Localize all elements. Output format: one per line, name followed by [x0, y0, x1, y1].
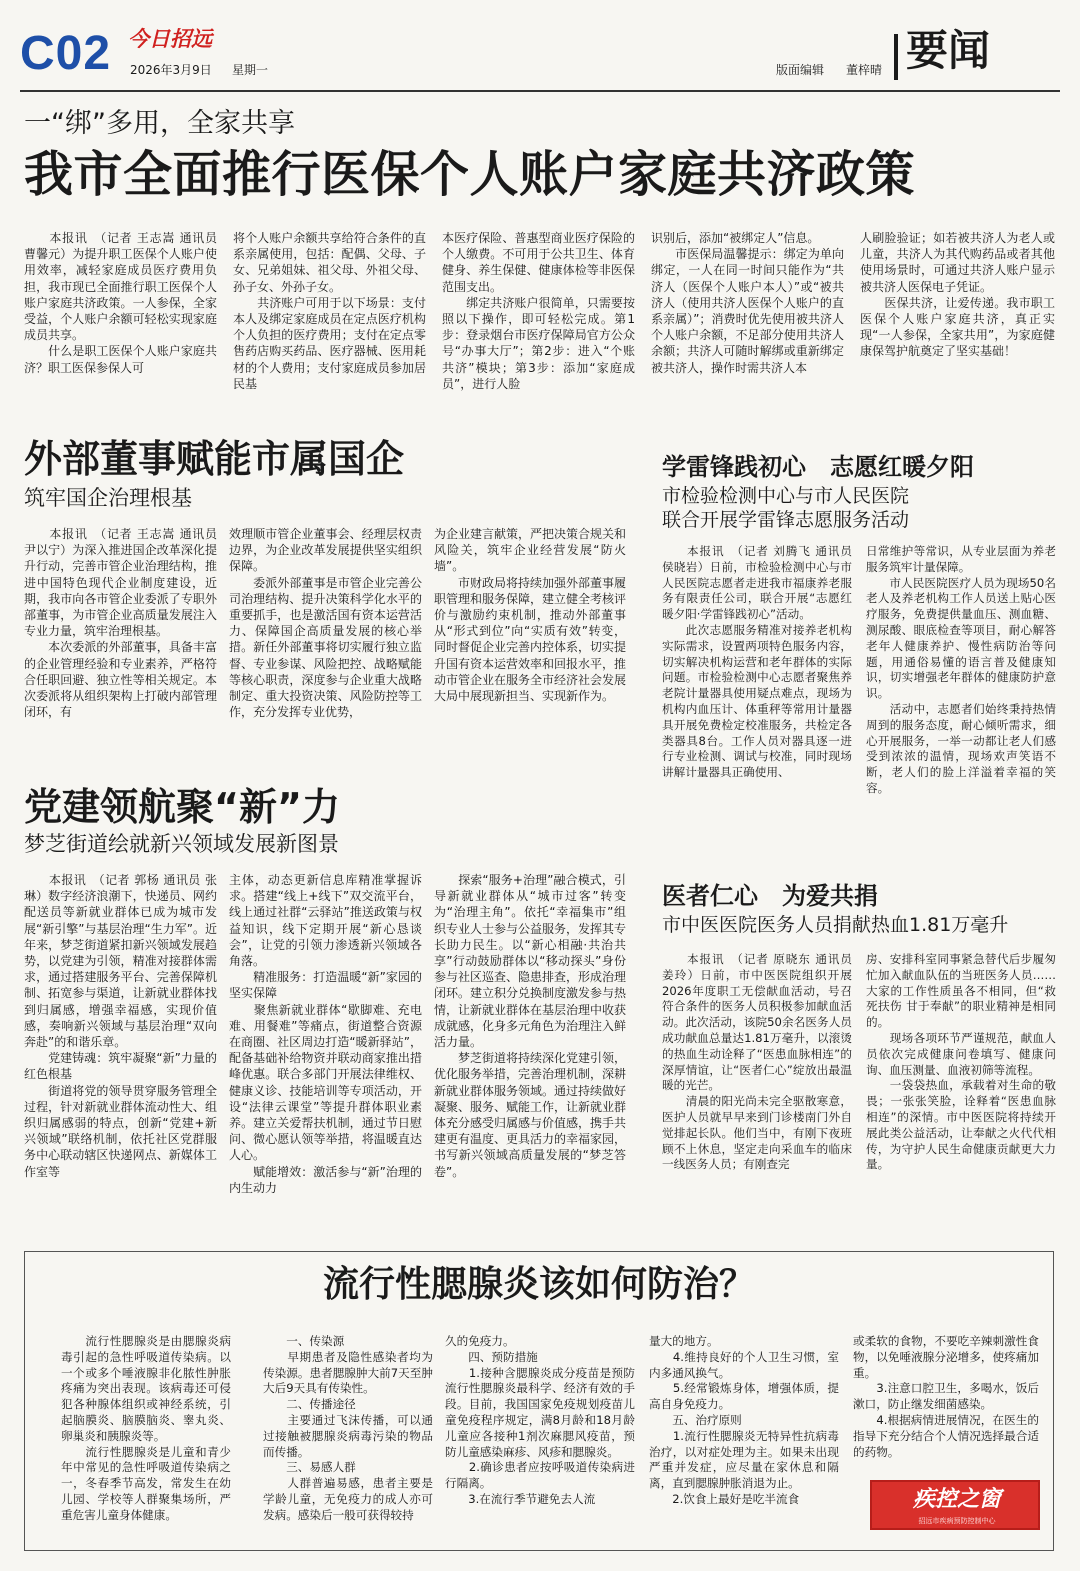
section-name: 要闻 — [906, 26, 991, 75]
lead-column-2: 将个人账户余额共享给符合条件的直系亲属使用，包括：配偶、父母、子女、兄弟姐妹、祖父母、外祖父母、孙子女、外孙子女。 共济账户可用于以下场景：支付本人及绑定家庭成员在定点医疗机构个人负担的医疗费用；支付在定点零售药店购买药品、医疗器械、医用耗材的个人费用；支付家庭成员参加居民基 — [233, 231, 426, 391]
issue-date: 2026年3月9日 — [130, 63, 212, 77]
party-column-1: 本报讯 （记者 郭杨 通讯员 张琳）数字经济浪潮下，快递员、网约配送员等新就业群体已成为城市发展“新引擎”与基层治理“生力军”。近年来，梦芝街道紧扣新兴领域发展趋势，以党建为引领，精准对接群体需求，通过搭建服务平台、完善保障机制、拓宽参与渠道，让新就业群体找到归属感，增强幸福感，实现价值感，奏响新兴领域与基层治理“双向奔赴”的和谐乐章。 党建铸魂：筑牢凝聚“新”力量的红色根基 街道将党的领导贯穿服务管理全过程，针对新就业群体流动性大、组织归属感弱的特点，创新“党建+新兴领域”联络机制，依托社区党群服务中心联动辖区快递网点、新媒体工作室等 — [24, 873, 217, 1179]
party-column-3: 探索“服务+治理”融合模式，引导新就业群体从“城市过客”转变为“治理主角”。依托“幸福集市”组织专业人士参与公益服务，发挥其专长助力民生。以“新心相融·共治共享”行动鼓励群体以“移动探头”身份参与社区巡查、隐患排查，形成治理闭环。建立积分兑换制度激发参与热情，让新就业群体在基层治理中收获成就感，化身多元角色为治理注入鲜活力量。 梦芝街道将持续深化党建引领，优化服务举措，完善治理机制，深耕新就业群体服务领域。通过持续做好凝聚、服务、赋能工作，让新就业群体充分感受归属感与价值感，携手共建更有温度、更具活力的幸福家园，书写新兴领域高质量发展的“梦芝答卷”。 — [434, 873, 627, 1179]
directors-column-2: 效理顺市管企业董事会、经理层权责边界，为企业改革发展提供坚实组织保障。 委派外部董事是市管企业完善公司治理结构、提升决策科学化水平的重要抓手，也是激活国有资本运营活力、保障国企高质量发展的核心举措。新任外部董事将切实履行独立监督、专业参谋、风险把控、战略赋能等核心职责，深度参与企业重大战略制定、重大投资决策、风险防控等工作，充分发挥专业优势， — [229, 527, 422, 720]
directors-column-1: 本报讯 （记者 王志嵩 通讯员 尹以宁）为深入推进国企改革深化提升行动，完善市管企业治理结构，推进中国特色现代企业制度建设，近期，我市向各市管企业委派了专职外部董事，为市管企业高质量发展注入专业力量，筑牢治理根基。 本次委派的外部董事，具备丰富的企业管理经验和专业素养，严格符合任职回避、独立性等相关规定。本次委派将从组织架构上打破内部管理闭环，有 — [24, 527, 217, 720]
health-column-3: 久的免疫力。 四、预防措施 1.接种含腮腺炎成分疫苗是预防流行性腮腺炎最科学、经济有效的手段。目前，我国国家免疫规划疫苗儿童免疫程序规定，满8月龄和18月龄儿童应各接种1剂次麻腮风疫苗，预防儿童感染麻疹、风疹和腮腺炎。 2.确诊患者应按呼吸道传染病进行隔离。 3.在流行季节避免去人流 — [445, 1334, 635, 1506]
volunteer-column-1: 本报讯 （记者 刘腾飞 通讯员 侯晓岩）日前，市检验检测中心与市人民医院志愿者走进我市福康养老服务有限责任公司，联合开展“志愿红暖夕阳·学雷锋践初心”活动。 此次志愿服务精准对接养老机构实际需求，设置两项特色服务内容，切实解决机构运营和老年群体的实际问题。市检验检测中心志愿者聚焦养老院计量器具使用疑点难点，现场为机构内血压计、体重秤等常用计量器具开展免费检定校准服务，共检定各类器具8台。工作人员对器具逐一进行专业检测、调试与校准，同时现场讲解计量器具正确使用、 — [662, 544, 852, 780]
health-headline: 流行性腮腺炎该如何防治？ — [322, 1263, 755, 1305]
directors-column-3: 为企业建言献策，严把决策合规关和风险关，筑牢企业经营发展“防火墙”。 市财政局将持续加强外部董事履职管理和服务保障，建立健全考核评价与激励约束机制，推动外部董事从“形式到位”向“实质有效”转变，同时督促企业完善内控体系，切实提升国有资本运营效率和回报水平，推动市管企业在服务全市经济社会发展大局中展现新担当、实现新作为。 — [434, 527, 627, 704]
paper-logo: 今日招远 — [128, 26, 212, 51]
blood-column-2: 房、安排科室同事紧急替代后步履匆忙加入献血队伍的当班医务人员……大家的工作性质虽各不相同，但“救死扶伤 甘于奉献”的职业精神是相同的。 现场各项环节严谨规范，献血人员依次完成健康问卷填写、健康问询、血压测量、血液初筛等流程。 一袋袋热血，承载着对生命的敬畏；一张张笑脸，诠释着“医患血脉相连”的深情。市中医医院将持续开展此类公益活动，让奉献之火代代相传，为守护人民生命健康贡献更大力量。 — [866, 952, 1056, 1172]
party-headline: 党建领航聚“新”力 — [24, 785, 340, 829]
blood-subtitle: 市中医医院医务人员捐献热血1.81万毫升 — [662, 914, 1009, 936]
party-subtitle: 梦芝街道绘就新兴领域发展新图景 — [24, 832, 339, 856]
health-column-2: 一、传染源 早期患者及隐性感染者均为传染源。患者腮腺肿大前7天至肿大后9天具有传染性。 二、传播途径 主要通过飞沫传播，可以通过接触被腮腺炎病毒污染的物品而传播。 三、易感人群 人群普遍易感，患者主要是学龄儿童，无免疫力的成人亦可发病。感染后一般可获得较持 — [263, 1334, 433, 1522]
directors-subtitle: 筑牢国企治理根基 — [24, 486, 192, 510]
volunteer-subtitle-line-2: 联合开展学雷锋志愿服务活动 — [662, 509, 910, 531]
blood-headline: 医者仁心 为爱共捐 — [662, 882, 878, 910]
stamp-subtitle: 招远市疾病预防控制中心 — [918, 1517, 996, 1525]
masthead-rule — [20, 90, 1060, 92]
editor-role: 版面编辑 — [776, 63, 825, 77]
section-divider — [894, 34, 898, 80]
volunteer-headline: 学雷锋践初心 志愿红暖夕阳 — [662, 453, 974, 481]
volunteer-column-2: 日常维护等常识，从专业层面为养老服务筑牢计量保障。 市人民医院医疗人员为现场50名老人及养老机构工作人员送上贴心医疗服务，免费提供量血压、测血糖、测尿酸、眼底检查等项目，耐心解答老年人健康养护、慢性病防治等问题，用通俗易懂的语言普及健康知识，切实增强老年群体的健康防护意识。 活动中，志愿者们始终秉持热情周到的服务态度，耐心倾听需求，细心开展服务，一举一动都让老人们感受到浓浓的温情，现场欢声笑语不断，老人们的脸上洋溢着幸福的笑容。 — [866, 544, 1056, 795]
lead-column-4: 识别后，添加“被绑定人”信息。 市医保局温馨提示：绑定为单向绑定，一人在同一时间只能作为“共济人（医保个人账户本人）”或“被共济人（使用共济人医保个人账户的直系亲属）”；消费时优先使用被共济人个人账户余额，不足部分使用共济人余额；共济人可随时解绑或重新绑定被共济人，操作时需共济人本 — [651, 231, 844, 375]
issue-weekday: 星期一 — [232, 63, 269, 77]
lead-column-3: 本医疗保险、普惠型商业医疗保险的个人缴费。不可用于公共卫生、体育健身、养生保健、健康体检等非医保范围支出。 绑定共济账户很简单，只需要按照以下操作，即可轻松完成。第1步：登录烟台市医疗保障局官方公众号“办事大厅”；第2步：进入“个账共济”模块；第3步：添加“家庭成员”，进行人脸 — [442, 231, 635, 391]
lead-kicker: 一“绑”多用，全家共享 — [24, 108, 295, 139]
health-column-1: 流行性腮腺炎是由腮腺炎病毒引起的急性呼吸道传染病。以一个或多个唾液腺非化脓性肿胀疼痛为突出表现。该病毒还可侵犯各种腺体组织或神经系统，引起脑膜炎、脑膜脑炎、睾丸炎、卵巢炎和胰腺炎等。 流行性腮腺炎是儿童和青少年中常见的急性呼吸道传染病之一，冬春季节高发，常发生在幼儿园、学校等人群聚集场所，严重危害儿童身体健康。 — [61, 1334, 231, 1522]
blood-column-1: 本报讯 （记者 原晓东 通讯员 姜玲）日前，市中医医院组织开展2026年度职工无偿献血活动，号召符合条件的医务人员积极参加献血活动。此次活动，该院50余名医务人员成功献血总量达1.81万毫升，以滚烫的热血生动诠释了“医患血脉相连”的深厚情谊，让“医者仁心”绽放出最温暖的光芒。 清晨的阳光尚未完全驱散寒意，医护人员就早早来到门诊楼南门外自觉排起长队。他们当中，有刚下夜班顾不上休息，坚定走向采血车的临床一线医务人员；有刚查完 — [662, 952, 852, 1172]
health-column-5: 或柔软的食物，不要吃辛辣刺激性食物，以免唾液腺分泌增多，使疼痛加重。 3.注意口腔卫生，多喝水，饭后漱口，防止继发细菌感染。 4.根据病情进展情况，在医生的指导下充分结合个人情况选择最合适的药物。 — [853, 1334, 1039, 1459]
lead-headline: 我市全面推行医保个人账户家庭共济政策 — [24, 146, 916, 203]
health-column-4: 量大的地方。 4.维持良好的个人卫生习惯，室内多通风换气。 5.经常锻炼身体，增强体质，提高自身免疫力。 五、治疗原则 1.流行性腮腺炎无特异性抗病毒治疗，以对症处理为主。如果未出现严重并发症，应尽量在家休息和隔离，直到腮腺肿胀消退为止。 2.饮食上最好是吃半流食 — [649, 1334, 839, 1506]
lead-column-5: 人刷脸验证；如若被共济人为老人或儿童，共济人为其代购药品或者其他使用场景时，可通过共济人账户显示被共济人医保电子凭证。 医保共济，让爱传递。我市职工医保个人账户家庭共济，真正实现“一人参保，全家共用”，为家庭健康保驾护航奠定了坚实基础！ — [860, 231, 1055, 359]
lead-column-1: 本报讯 （记者 王志嵩 通讯员 曹馨元）为提升职工医保个人账户使用效率，减轻家庭成员医疗费用负担，我市现已全面推行职工医保个人账户家庭共济政策。一人参保，全家受益，个人账户余额可轻松实现家庭成员共享。 什么是职工医保个人账户家庭共济？职工医保参保人可 — [24, 231, 217, 375]
editor-name: 董梓晴 — [846, 63, 883, 77]
page-code: C02 — [20, 27, 112, 80]
party-column-2: 主体，动态更新信息库精准掌握诉求。搭建“线上+线下”双交流平台，线上通过社群“云驿站”推送政策与权益知识，线下定期开展“新心恳谈会”，让党的引领力渗透新兴领域各角落。 精准服务：打造温暖“新”家园的坚实保障 聚焦新就业群体“歇脚难、充电难、用餐难”等痛点，街道整合资源在商圈、社区周边打造“暖新驿站”，配备基础补给物资并联动商家推出措峰优惠。联合多部门开展法律维权、健康义诊、技能培训等专项活动，开设“法律云课堂”等提升群体职业素养。建立关爱帮扶机制，通过节日慰问、微心愿认领等举措，将温暖直达人心。 赋能增效：激活参与“新”治理的内生动力 — [229, 873, 422, 1195]
directors-headline: 外部董事赋能市属国企 — [24, 437, 405, 481]
volunteer-subtitle-line-1: 市检验检测中心与市人民医院 — [662, 485, 910, 507]
disease-control-stamp — [870, 1480, 1040, 1530]
stamp-title: 疾控之窗 — [912, 1486, 1001, 1512]
